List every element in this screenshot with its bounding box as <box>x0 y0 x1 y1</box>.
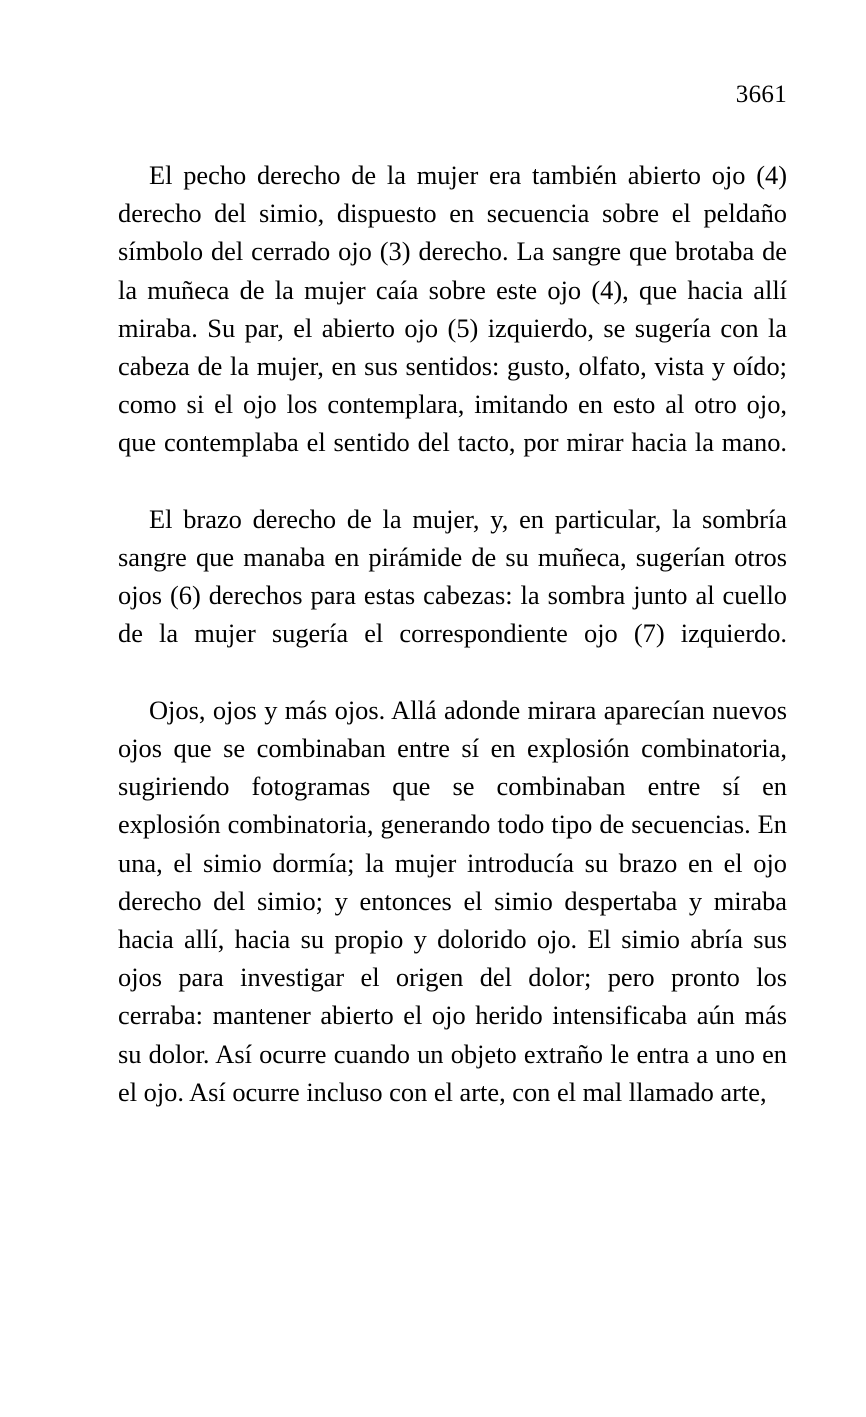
body-text-block <box>118 156 787 1111</box>
paragraph-2: El brazo derecho de la mujer, y, en particular, la sombría sangre que manaba en pirámide de su muñeca, sugerían otros ojos (6) derechos para estas cabezas: la sombra junto al cuello de la mujer sugería el correspondiente ojo (7) izquierdo. <box>118 503 787 649</box>
paragraph-1: El pecho derecho de la mujer era también abierto ojo (4) derecho del simio, dispuesto en secuencia sobre el peldaño símbolo del cerrado ojo (3) derecho. La sangre que brotaba de la muñeca de la mujer caía sobre este ojo (4), que hacia allí miraba. Su par, el abierto ojo (5) izquierdo, se sugería con la cabeza de la mujer, en sus sentidos: gusto, olfato, vista y oído; como si el ojo los contemplara, imitando en esto al otro ojo, que contemplaba el sentido del tacto, por mirar hacia la mano. <box>118 160 787 458</box>
paragraph-3: Ojos, ojos y más ojos. Allá adonde mirara aparecían nuevos ojos que se combinaban entre sí en explosión combinatoria, sugiriendo fotogramas que se combinaban entre sí en explosión combinatoria, generando todo tipo de secuencias. En una, el simio dormía; la mujer introducía su brazo en el ojo derecho del simio; y entonces el simio despertaba y miraba hacia allí, hacia su propio y dolorido ojo. El simio abría sus ojos para investigar el origen del dolor; pero pronto los cerraba: mantener abierto el ojo herido intensificaba aún más su dolor. Así ocurre cuando un objeto extraño le entra a uno en el ojo. Así ocurre incluso con el arte, con el mal llamado arte, <box>118 694 787 1107</box>
page-number: 3661 <box>735 81 787 108</box>
